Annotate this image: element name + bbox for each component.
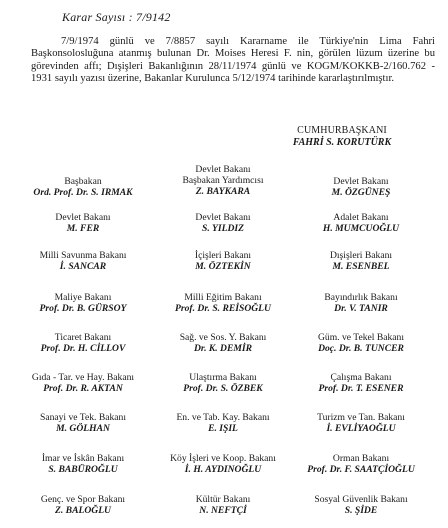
minister-title: Orman Bakanı bbox=[332, 453, 390, 464]
minister-title: Devlet Bakanı bbox=[333, 176, 389, 187]
minister-name: Prof. Dr. S. REİSOĞLU bbox=[175, 303, 271, 314]
minister-name: Prof. Dr. B. GÜRSOY bbox=[39, 303, 127, 314]
minister-block-agriculture bbox=[10, 372, 156, 395]
minister-name: Dr. K. DEMİR bbox=[193, 343, 253, 354]
minister-block-customs bbox=[288, 332, 434, 355]
minister-title: Sanayi ve Tek. Bakanı bbox=[39, 412, 126, 423]
minister-title: Kültür Bakanı bbox=[195, 494, 251, 505]
minister-subtitle: Başbakan Yardımcısı bbox=[182, 175, 264, 186]
minister-title: Çalışma Bakanı bbox=[330, 372, 392, 383]
minister-title: Sosyal Güvenlik Bakanı bbox=[314, 494, 408, 505]
minister-name: Z. BAYKARA bbox=[195, 186, 251, 197]
minister-block-transport bbox=[150, 372, 296, 395]
minister-title: İçişleri Bakanı bbox=[194, 250, 252, 261]
decree-body-text: 7/9/1974 günlü ve 7/8857 sayılı Kararname ile Türkiye'nin Lima Fahri Başkonsolosluğuna atanmış bulunan Dr. Moises Heresi F. nin, görülen lüzum üzerine bu görevinden affı; Dışişleri Bakanlığının 28/11/1974 günlü ve KOGM/KOKKB-2/160.762 - 1931 sayılı yazısı üzerine, Bakanlar Kurulunca 5/12/1974 tarihinde kararlaştırılmıştır. bbox=[31, 36, 435, 85]
minister-block-state-minister bbox=[150, 212, 296, 235]
minister-name: E. IŞIL bbox=[208, 423, 238, 434]
minister-block-social-security bbox=[288, 494, 434, 517]
minister-title: Turizm ve Tan. Bakanı bbox=[317, 412, 405, 423]
minister-block-state-minister bbox=[10, 212, 156, 235]
minister-title: En. ve Tab. Kay. Bakanı bbox=[176, 412, 270, 423]
minister-block-education bbox=[150, 292, 296, 315]
minister-block-foreign-affairs bbox=[288, 250, 434, 273]
minister-block-finance bbox=[10, 292, 156, 315]
minister-name: Dr. V. TANIR bbox=[334, 303, 388, 314]
minister-name: Prof. Dr. H. CİLLOV bbox=[40, 343, 126, 354]
minister-block-industry bbox=[10, 412, 156, 435]
minister-block-deputy-prime-minister bbox=[150, 164, 296, 198]
minister-block-state-minister bbox=[288, 176, 434, 199]
minister-block-health bbox=[150, 332, 296, 355]
minister-name: M. GÖLHAN bbox=[56, 423, 110, 434]
minister-name: Ord. Prof. Dr. S. IRMAK bbox=[33, 187, 133, 198]
minister-name: M. ÖZTEKİN bbox=[195, 261, 251, 272]
president-name: FAHRİ S. KORUTÜRK bbox=[292, 137, 392, 148]
minister-name: Doç. Dr. B. TUNCER bbox=[318, 343, 404, 354]
minister-block-culture bbox=[150, 494, 296, 517]
minister-name: H. MUMCUOĞLU bbox=[322, 223, 400, 234]
minister-title: Köy İşleri ve Koop. Bakanı bbox=[170, 453, 276, 464]
minister-title: Devlet Bakanı bbox=[55, 212, 111, 223]
minister-name: S. BABÜROĞLU bbox=[48, 464, 118, 475]
minister-block-energy bbox=[150, 412, 296, 435]
minister-title: Adalet Bakanı bbox=[333, 212, 389, 223]
minister-block-prime-minister bbox=[10, 176, 156, 199]
minister-title: Ulaştırma Bakanı bbox=[189, 372, 257, 383]
minister-title: Dışişleri Bakanı bbox=[329, 250, 393, 261]
minister-name: M. FER bbox=[66, 223, 100, 234]
minister-title: Devlet Bakanı bbox=[195, 212, 251, 223]
president-title: CUMHURBAŞKANI bbox=[297, 125, 387, 136]
minister-title: Başbakan bbox=[64, 176, 102, 187]
minister-name: Prof. Dr. T. ESENER bbox=[318, 383, 404, 394]
minister-title: Ticaret Bakanı bbox=[54, 332, 112, 343]
minister-title: Genç. ve Spor Bakanı bbox=[40, 494, 126, 505]
minister-name: Z. BALOĞLU bbox=[55, 505, 111, 516]
minister-block-defense bbox=[10, 250, 156, 273]
minister-name: İ. H. AYDINOĞLU bbox=[184, 464, 262, 475]
minister-name: M. ÖZGÜNEŞ bbox=[331, 187, 391, 198]
minister-title: Milli Savunma Bakanı bbox=[39, 250, 127, 261]
minister-title: Devlet Bakanı bbox=[195, 164, 251, 175]
minister-name: İ. EVLİYAOĞLU bbox=[326, 423, 396, 434]
minister-name: Prof. Dr. F. SAATÇİOĞLU bbox=[307, 464, 415, 475]
minister-block-forestry bbox=[288, 453, 434, 476]
minister-title: Sağ. ve Sos. Y. Bakanı bbox=[179, 332, 267, 343]
minister-name: M. ESENBEL bbox=[332, 261, 390, 272]
minister-name: İ. SANCAR bbox=[59, 261, 107, 272]
minister-title: Gıda - Tar. ve Hay. Bakanı bbox=[31, 372, 135, 383]
minister-block-housing bbox=[10, 453, 156, 476]
minister-block-public-works bbox=[288, 292, 434, 315]
minister-title: Milli Eğitim Bakanı bbox=[184, 292, 262, 303]
minister-title: Güm. ve Tekel Bakanı bbox=[317, 332, 404, 343]
minister-title: Bayındırlık Bakanı bbox=[324, 292, 398, 303]
minister-name: S. ŞİDE bbox=[344, 505, 378, 516]
minister-block-youth-sports bbox=[10, 494, 156, 517]
minister-block-labor bbox=[288, 372, 434, 395]
minister-block-justice bbox=[288, 212, 434, 235]
minister-block-tourism bbox=[288, 412, 434, 435]
minister-name: Prof. Dr. R. AKTAN bbox=[43, 383, 123, 394]
decree-number: Karar Sayısı : 7/9142 bbox=[62, 10, 171, 24]
minister-name: Prof. Dr. S. ÖZBEK bbox=[183, 383, 263, 394]
president-signature-block bbox=[282, 125, 402, 149]
minister-block-interior bbox=[150, 250, 296, 273]
minister-name: S. YILDIZ bbox=[202, 223, 244, 234]
minister-name: N. NEFTÇİ bbox=[199, 505, 247, 516]
minister-title: Maliye Bakanı bbox=[54, 292, 112, 303]
minister-title: İmar ve İskân Bakanı bbox=[41, 453, 125, 464]
minister-block-commerce bbox=[10, 332, 156, 355]
minister-block-village-affairs bbox=[150, 453, 296, 476]
